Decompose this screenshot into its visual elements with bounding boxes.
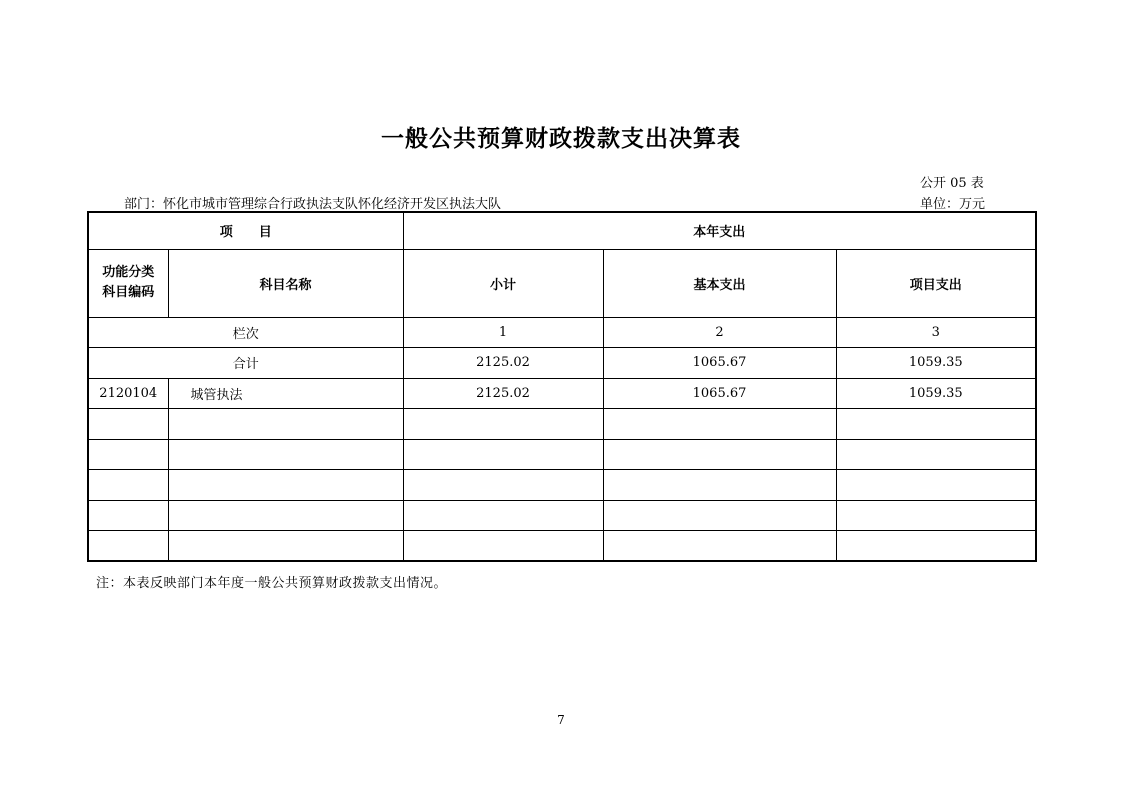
header-row-2 bbox=[88, 249, 1036, 317]
header-code: 功能分类 科目编码 bbox=[88, 249, 168, 317]
total-row bbox=[88, 347, 1036, 378]
empty-cell bbox=[88, 530, 168, 561]
header-project: 项目支出 bbox=[836, 249, 1036, 317]
column-index-label: 栏次 bbox=[88, 317, 403, 347]
empty-row bbox=[88, 469, 1036, 500]
row-subtotal: 2125.02 bbox=[403, 378, 603, 408]
page-title: 一般公共预算财政拨款支出决算表 bbox=[381, 126, 741, 152]
header-basic: 基本支出 bbox=[603, 249, 836, 317]
row-basic: 1065.67 bbox=[603, 378, 836, 408]
empty-row bbox=[88, 530, 1036, 561]
empty-cell bbox=[836, 500, 1036, 530]
empty-cell bbox=[403, 408, 603, 439]
table-note: 注：本表反映部门本年度一般公共预算财政拨款支出情况。 bbox=[96, 576, 448, 591]
empty-cell bbox=[88, 469, 168, 500]
form-number: 公开 05 表 bbox=[920, 176, 984, 191]
column-index-row bbox=[88, 317, 1036, 347]
total-project: 1059.35 bbox=[836, 347, 1036, 378]
row-subject-name: 城管执法 bbox=[168, 378, 403, 408]
empty-cell bbox=[403, 439, 603, 469]
empty-cell bbox=[168, 469, 403, 500]
header-row-1 bbox=[88, 212, 1036, 249]
empty-cell bbox=[168, 500, 403, 530]
total-subtotal: 2125.02 bbox=[403, 347, 603, 378]
page-number: 7 bbox=[557, 713, 565, 727]
header-subject-name: 科目名称 bbox=[168, 249, 403, 317]
empty-cell bbox=[603, 439, 836, 469]
expenditure-table bbox=[87, 211, 1037, 562]
column-index-3: 3 bbox=[836, 317, 1036, 347]
empty-cell bbox=[403, 500, 603, 530]
empty-cell bbox=[168, 408, 403, 439]
total-label: 合计 bbox=[88, 347, 403, 378]
empty-cell bbox=[603, 530, 836, 561]
header-subtotal: 小计 bbox=[403, 249, 603, 317]
unit-label: 单位：万元 bbox=[920, 197, 986, 212]
empty-cell bbox=[168, 530, 403, 561]
column-index-2: 2 bbox=[603, 317, 836, 347]
empty-cell bbox=[88, 408, 168, 439]
empty-row bbox=[88, 439, 1036, 469]
header-current-year: 本年支出 bbox=[403, 212, 1036, 249]
empty-cell bbox=[836, 439, 1036, 469]
empty-cell bbox=[836, 408, 1036, 439]
header-item: 项 目 bbox=[88, 212, 403, 249]
empty-cell bbox=[403, 469, 603, 500]
empty-cell bbox=[403, 530, 603, 561]
table-row bbox=[88, 378, 1036, 408]
empty-cell bbox=[168, 439, 403, 469]
empty-cell bbox=[603, 469, 836, 500]
empty-cell bbox=[88, 500, 168, 530]
empty-cell bbox=[836, 469, 1036, 500]
empty-row bbox=[88, 500, 1036, 530]
total-basic: 1065.67 bbox=[603, 347, 836, 378]
row-project: 1059.35 bbox=[836, 378, 1036, 408]
empty-cell bbox=[836, 530, 1036, 561]
department-label: 部门：怀化市城市管理综合行政执法支队怀化经济开发区执法大队 bbox=[124, 197, 502, 212]
empty-cell bbox=[603, 500, 836, 530]
row-code: 2120104 bbox=[88, 378, 168, 408]
empty-cell bbox=[88, 439, 168, 469]
empty-cell bbox=[603, 408, 836, 439]
column-index-1: 1 bbox=[403, 317, 603, 347]
empty-row bbox=[88, 408, 1036, 439]
